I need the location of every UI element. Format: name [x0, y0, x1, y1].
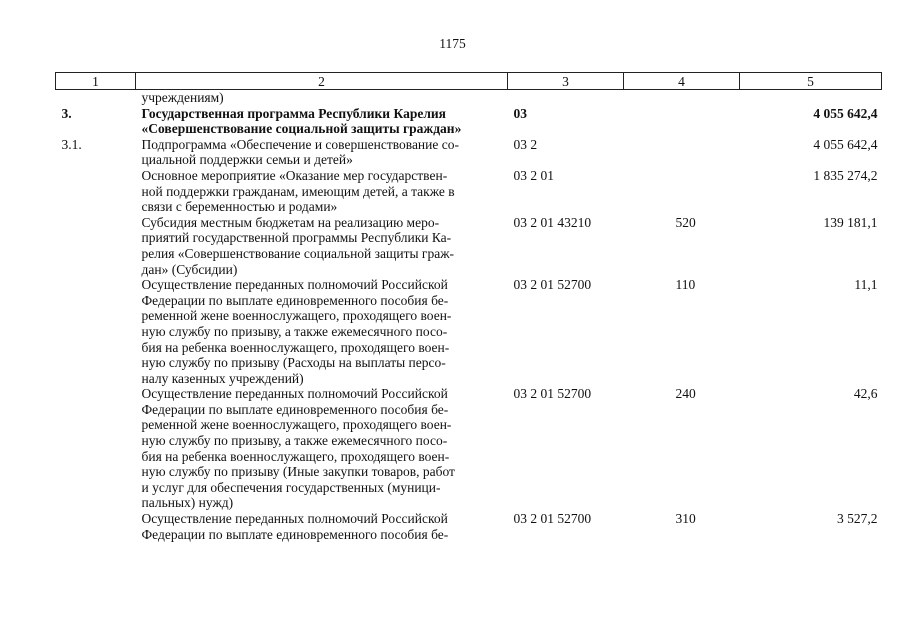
row-amount: 1 835 274,2 [813, 167, 878, 183]
row-expense-type [624, 90, 740, 106]
row-expense-type: 240 [675, 386, 696, 402]
table-row [56, 106, 882, 137]
row-description [136, 168, 508, 215]
table-row [56, 90, 882, 106]
header-col-2: 2 [136, 73, 508, 90]
description-line: ную службу по призыву, а также ежемесячного посо- [141, 433, 448, 449]
description-line: Подпрограмма «Обеспечение и совершенствование со- [141, 136, 459, 152]
row-description [136, 90, 508, 106]
description-line: связи с беременностью и родами» [141, 199, 338, 215]
row-number [56, 168, 136, 215]
row-amount: 4 055 642,4 [813, 136, 878, 152]
budget-table [55, 72, 882, 542]
page-number: 1175 [439, 36, 466, 51]
description-line: бия на ребенка военнослужащего, проходящего воен- [141, 339, 450, 355]
description-line: ременной жене военнослужащего, проходящего воен- [141, 308, 452, 324]
description-line: ную службу по призыву, а также ежемесячного посо- [141, 323, 448, 339]
description-line: Государственная программа Республики Карелия [141, 105, 446, 121]
description-line: ной поддержки гражданам, имеющим детей, а также в [141, 183, 455, 199]
header-col-1: 1 [56, 73, 136, 90]
description-line: циальной поддержки семьи и детей» [141, 152, 353, 168]
header-col-5: 5 [740, 73, 882, 90]
row-description [136, 277, 508, 386]
row-expense-type [624, 137, 740, 168]
row-number [56, 511, 136, 542]
row-expense-type [624, 106, 740, 137]
description-line: Основное мероприятие «Оказание мер государствен- [141, 167, 448, 183]
table-row [56, 168, 882, 215]
table-row [56, 215, 882, 277]
header-row [56, 73, 882, 90]
row-amount [740, 90, 882, 106]
row-code: 03 2 [513, 136, 538, 152]
row-expense-type: 520 [675, 214, 696, 230]
row-expense-type: 110 [675, 277, 696, 293]
row-number [56, 90, 136, 106]
description-line: «Совершенствование социальной защиты граждан» [141, 121, 462, 137]
table-row [56, 137, 882, 168]
description-line: налу казенных учреждений) [141, 370, 304, 386]
description-line: ную службу по призыву (Иные закупки товаров, работ [141, 464, 455, 480]
header-col-3: 3 [508, 73, 624, 90]
description-line: Осуществление переданных полномочий Российской [141, 277, 448, 293]
row-code: 03 [513, 105, 527, 121]
description-line: и услуг для обеспечения государственных (муници- [141, 479, 441, 495]
row-number [56, 215, 136, 277]
description-line: ную службу по призыву (Расходы на выплаты персо- [141, 355, 446, 371]
table-header [56, 73, 882, 90]
description-line: приятий государственной программы Республики Ка- [141, 230, 452, 246]
table-body [56, 90, 882, 543]
row-description [136, 137, 508, 168]
table-row [56, 511, 882, 542]
row-description [136, 511, 508, 542]
description-line: Федерации по выплате единовременного пособия бе- [141, 292, 449, 308]
row-description [136, 215, 508, 277]
row-code: 03 2 01 43210 [513, 214, 592, 230]
description-line: учреждениям) [141, 90, 224, 105]
description-line: релия «Совершенствование социальной защиты граж- [141, 245, 455, 261]
row-amount: 42,6 [853, 386, 878, 402]
description-line: Федерации по выплате единовременного пособия бе- [141, 401, 449, 417]
row-description [136, 106, 508, 137]
header-col-4: 4 [624, 73, 740, 90]
row-expense-type [624, 168, 740, 215]
description-line: бия на ребенка военнослужащего, проходящего воен- [141, 448, 450, 464]
row-code: 03 2 01 52700 [513, 386, 592, 402]
row-amount: 139 181,1 [823, 214, 878, 230]
row-code: 03 2 01 52700 [513, 511, 592, 527]
description-line: ременной жене военнослужащего, проходящего воен- [141, 417, 452, 433]
row-expense-type: 310 [675, 511, 696, 527]
description-line: Осуществление переданных полномочий Российской [141, 386, 448, 402]
description-line: Осуществление переданных полномочий Российской [141, 511, 448, 527]
row-number [56, 386, 136, 511]
table-row [56, 386, 882, 511]
row-code: 03 2 01 52700 [513, 277, 592, 293]
row-code: 03 2 01 [513, 167, 554, 183]
row-number [56, 277, 136, 386]
row-description [136, 386, 508, 511]
table-row [56, 277, 882, 386]
description-line: пальных) нужд) [141, 495, 234, 511]
description-line: Федерации по выплате единовременного пособия бе- [141, 526, 449, 542]
row-amount: 3 527,2 [837, 511, 878, 527]
row-amount: 4 055 642,4 [813, 105, 878, 121]
description-line: дан» (Субсидии) [141, 261, 238, 277]
row-amount: 11,1 [854, 277, 878, 293]
row-number: 3.1. [61, 136, 82, 152]
row-number: 3. [61, 105, 72, 121]
row-code [508, 90, 624, 106]
description-line: Субсидия местным бюджетам на реализацию меро- [141, 214, 440, 230]
